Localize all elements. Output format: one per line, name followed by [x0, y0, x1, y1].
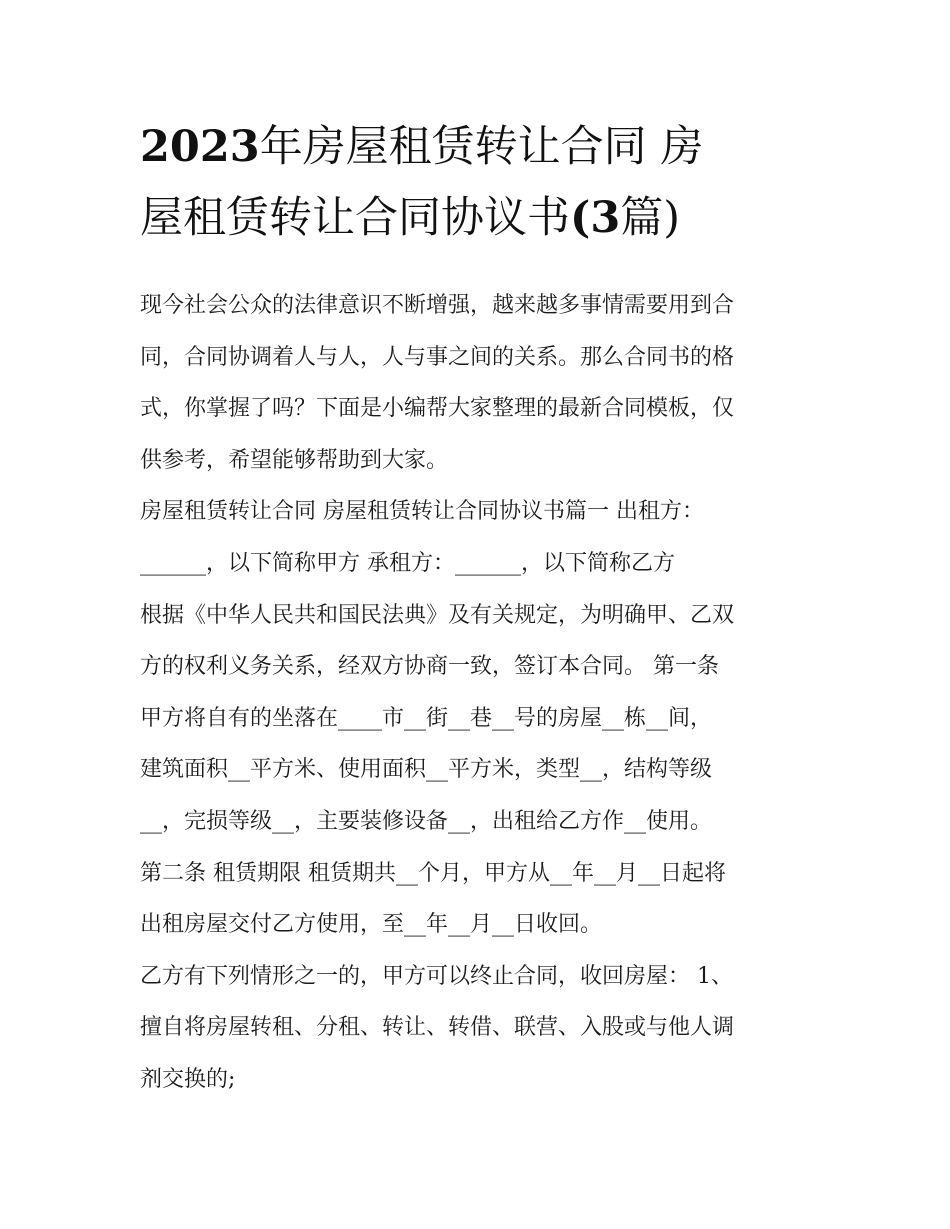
body-line: 甲方将自有的坐落在____市__街__巷__号的房屋__栋__间， [140, 705, 713, 731]
title-paren-close: 篇) [620, 193, 681, 243]
title-part-1: 年房屋租赁转让合同 房 [259, 122, 704, 172]
body-line: 式，你掌握了吗？下面是小编帮大家整理的最新合同模板，仅 [140, 396, 735, 422]
document-body [140, 280, 820, 1106]
body-line: 现今社会公众的法律意识不断增强，越来越多事情需要用到合 [140, 293, 735, 318]
body-line: 同，合同协调着人与人，人与事之间的关系。那么合同书的格 [140, 344, 735, 370]
body-line: 建筑面积__平方米、使用面积__平方米，类型__，结构等级 [140, 757, 713, 783]
body-line: 出租房屋交付乙方使用，至__年__月__日收回。 [140, 912, 603, 938]
body-line: 供参考，希望能够帮助到大家。 [140, 447, 449, 473]
body-line: 方的权利义务关系，经双方协商一致，签订本合同。 第一条 [140, 654, 719, 680]
body-line: 擅自将房屋转租、分租、转让、转借、联营、入股或与他人调 [140, 1015, 735, 1041]
title-part-2: 屋租赁转让合同协议书 [140, 193, 570, 243]
body-line: ______，以下简称甲方 承租方：______，以下简称乙方 [140, 550, 675, 576]
body-line: 根据《中华人民共和国民法典》及有关规定，为明确甲、乙双 [140, 602, 735, 628]
body-line: 第二条 租赁期限 租赁期共__个月，甲方从__年__月__日起将 [140, 860, 726, 886]
body-line: 乙方有下列情形之一的，甲方可以终止合同，收回房屋： 1、 [140, 963, 733, 989]
body-line: __，完损等级__，主要装修设备__，出租给乙方作__使用。 [140, 808, 713, 834]
title-count: 3 [590, 193, 621, 243]
title-paren-open: ( [570, 193, 591, 243]
document-title [140, 112, 820, 254]
title-year: 2023 [140, 122, 260, 172]
body-line: 房屋租赁转让合同 房屋租赁转让合同协议书篇一 出租方： [140, 499, 704, 525]
body-line: 剂交换的; [140, 1066, 236, 1092]
